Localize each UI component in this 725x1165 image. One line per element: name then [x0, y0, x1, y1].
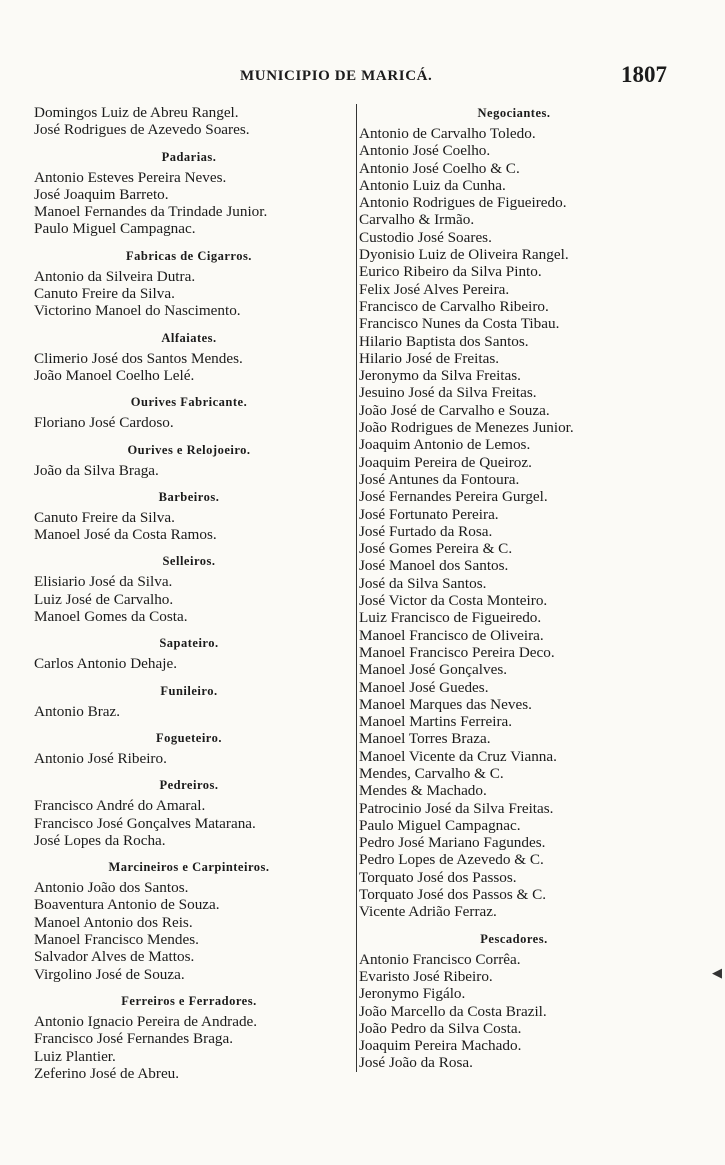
- list-entry: Carvalho & Irmão.: [359, 211, 475, 229]
- list-entry: Domingos Luiz de Abreu Rangel.: [34, 104, 239, 121]
- list-entry: Torquato José dos Passos.: [359, 868, 517, 886]
- section-heading: Pedreiros.: [159, 778, 219, 793]
- list-entry: Francisco André do Amaral.: [34, 797, 206, 815]
- list-entry: Hilario José de Freitas.: [359, 349, 500, 367]
- list-entry: Boaventura Antonio de Souza.: [34, 896, 220, 914]
- page-number: 1807: [621, 62, 667, 87]
- list-entry: Carlos Antonio Dehaje.: [34, 655, 177, 673]
- list-entry: Pedro José Mariano Fagundes.: [359, 834, 546, 852]
- list-entry: Jeronymo Figálo.: [359, 985, 466, 1003]
- list-entry: Francisco Nunes da Costa Tibau.: [359, 315, 560, 333]
- list-entry: Pedro Lopes de Azevedo & C.: [359, 851, 544, 869]
- margin-mark-icon: ◀: [712, 966, 722, 981]
- section-heading: Alfaiates.: [161, 330, 217, 345]
- left-column: [34, 104, 334, 1082]
- list-entry: Antonio José Coelho & C.: [359, 159, 520, 177]
- list-entry: Francisco José Gonçalves Matarana.: [34, 814, 256, 832]
- list-entry: João Manoel Coelho Lelé.: [34, 366, 195, 384]
- right-column: [356, 104, 639, 1072]
- list-entry: Joaquim Antonio de Lemos.: [359, 436, 531, 454]
- list-entry: Jesuino José da Silva Freitas.: [359, 384, 537, 402]
- list-entry: Climerio José dos Santos Mendes.: [34, 349, 243, 367]
- list-entry: Manoel Antonio dos Reis.: [34, 913, 193, 931]
- section-heading: Ourives Fabricante.: [130, 395, 248, 410]
- section-heading: Fogueteiro.: [155, 730, 223, 745]
- section-heading: Selleiros.: [162, 554, 216, 569]
- list-entry: José Rodrigues de Azevedo Soares.: [34, 121, 250, 139]
- list-entry: Paulo Miguel Campagnac.: [34, 220, 196, 238]
- section-heading: Ourives e Relojoeiro.: [127, 442, 251, 457]
- list-entry: Manoel Torres Braza.: [359, 730, 491, 748]
- list-entry: José Antunes da Fontoura.: [359, 470, 520, 488]
- section-heading: Barbeiros.: [158, 489, 220, 504]
- list-entry: Zeferino José de Abreu.: [34, 1064, 180, 1082]
- list-entry: Salvador Alves de Mattos.: [34, 948, 195, 966]
- list-entry: Manoel José Guedes.: [359, 678, 489, 696]
- list-entry: Floriano José Cardoso.: [34, 414, 174, 432]
- list-entry: Felix José Alves Pereira.: [359, 280, 510, 298]
- list-entry: João Marcello da Costa Brazil.: [359, 1002, 547, 1020]
- list-entry: Luiz Plantier.: [34, 1047, 116, 1065]
- list-entry: Evaristo José Ribeiro.: [359, 967, 493, 985]
- list-entry: João José de Carvalho e Souza.: [359, 401, 550, 419]
- list-entry: João Pedro da Silva Costa.: [359, 1019, 522, 1037]
- list-entry: Antonio José Ribeiro.: [34, 749, 167, 767]
- list-entry: Antonio Luiz da Cunha.: [359, 176, 506, 194]
- list-entry: Vicente Adrião Ferraz.: [359, 903, 497, 921]
- section-heading: Negociantes.: [477, 106, 551, 120]
- list-entry: Torquato José dos Passos & C.: [359, 886, 547, 904]
- list-entry: José Furtado da Rosa.: [359, 522, 493, 540]
- list-entry: Francisco José Fernandes Braga.: [34, 1030, 234, 1048]
- list-entry: José Fortunato Pereira.: [359, 505, 499, 523]
- list-entry: Antonio da Silveira Dutra.: [34, 267, 196, 285]
- list-entry: Antonio Francisco Corrêa.: [359, 950, 521, 968]
- list-entry: Antonio Esteves Pereira Neves.: [34, 168, 227, 186]
- list-entry: Dyonisio Luiz de Oliveira Rangel.: [359, 246, 569, 264]
- list-entry: Manoel José Gonçalves.: [359, 661, 508, 679]
- list-entry: José Lopes da Rocha.: [34, 831, 166, 849]
- list-entry: Jeronymo da Silva Freitas.: [359, 367, 521, 385]
- list-entry: Luiz José de Carvalho.: [34, 590, 174, 608]
- list-entry: Canuto Freire da Silva.: [34, 508, 175, 526]
- list-entry: José Victor da Costa Monteiro.: [359, 592, 548, 610]
- list-entry: Virgolino José de Souza.: [34, 965, 185, 983]
- list-entry: Manoel Francisco Mendes.: [34, 931, 199, 949]
- list-entry: Manoel Francisco de Oliveira.: [359, 626, 544, 644]
- list-entry: Manoel Marques das Neves.: [359, 695, 532, 713]
- list-entry: Antonio João dos Santos.: [34, 879, 189, 897]
- list-entry: Francisco de Carvalho Ribeiro.: [359, 297, 549, 315]
- list-entry: Antonio José Coelho.: [359, 142, 491, 160]
- list-entry: João Rodrigues de Menezes Junior.: [359, 419, 574, 437]
- list-entry: Patrocinio José da Silva Freitas.: [359, 799, 554, 817]
- list-entry: Antonio Rodrigues de Figueiredo.: [359, 194, 567, 212]
- list-entry: Manoel Francisco Pereira Deco.: [359, 643, 555, 661]
- running-title: MUNICIPIO DE MARICÁ.: [240, 68, 433, 84]
- list-entry: Mendes & Machado.: [359, 782, 487, 800]
- list-entry: Canuto Freire da Silva.: [34, 285, 175, 303]
- list-entry: José Fernandes Pereira Gurgel.: [359, 488, 548, 506]
- list-entry: Paulo Miguel Campagnac.: [359, 816, 521, 834]
- list-entry: Custodio José Soares.: [359, 228, 492, 246]
- list-entry: Joaquim Pereira de Queiroz.: [359, 453, 532, 471]
- list-entry: Manoel Martins Ferreira.: [359, 713, 513, 731]
- list-entry: Victorino Manoel do Nascimento.: [34, 302, 241, 320]
- list-entry: Luiz Francisco de Figueiredo.: [359, 609, 542, 627]
- list-entry: Eurico Ribeiro da Silva Pinto.: [359, 263, 542, 281]
- list-entry: José Gomes Pereira & C.: [359, 540, 513, 558]
- section-heading: Pescadores.: [480, 931, 548, 946]
- section-heading: Marcineiros e Carpinteiros.: [108, 860, 270, 875]
- list-entry: Antonio Braz.: [34, 702, 121, 720]
- section-heading: Fabricas de Cigarros.: [126, 248, 252, 263]
- list-entry: José João da Rosa.: [359, 1054, 473, 1072]
- list-entry: Elisiario José da Silva.: [34, 573, 173, 591]
- list-entry: Antonio de Carvalho Toledo.: [359, 125, 536, 142]
- list-entry: José Joaquim Barreto.: [34, 185, 169, 203]
- list-entry: Manoel Gomes da Costa.: [34, 608, 188, 626]
- list-entry: Antonio Ignacio Pereira de Andrade.: [34, 1012, 258, 1030]
- list-entry: Manoel Vicente da Cruz Vianna.: [359, 747, 557, 765]
- section-heading: Funileiro.: [160, 683, 218, 698]
- list-entry: José da Silva Santos.: [359, 574, 487, 592]
- page-header: [0, 62, 725, 92]
- section-heading: Sapateiro.: [159, 636, 219, 651]
- list-entry: Manoel José da Costa Ramos.: [34, 526, 217, 544]
- section-heading: Ferreiros e Ferradores.: [121, 993, 257, 1008]
- list-entry: Joaquim Pereira Machado.: [359, 1037, 522, 1055]
- section-heading: Padarias.: [161, 149, 217, 164]
- list-entry: José Manoel dos Santos.: [359, 557, 509, 575]
- list-entry: Manoel Fernandes da Trindade Junior.: [34, 203, 268, 221]
- list-entry: Hilario Baptista dos Santos.: [359, 332, 529, 350]
- list-entry: Mendes, Carvalho & C.: [359, 764, 504, 782]
- list-entry: João da Silva Braga.: [34, 461, 159, 479]
